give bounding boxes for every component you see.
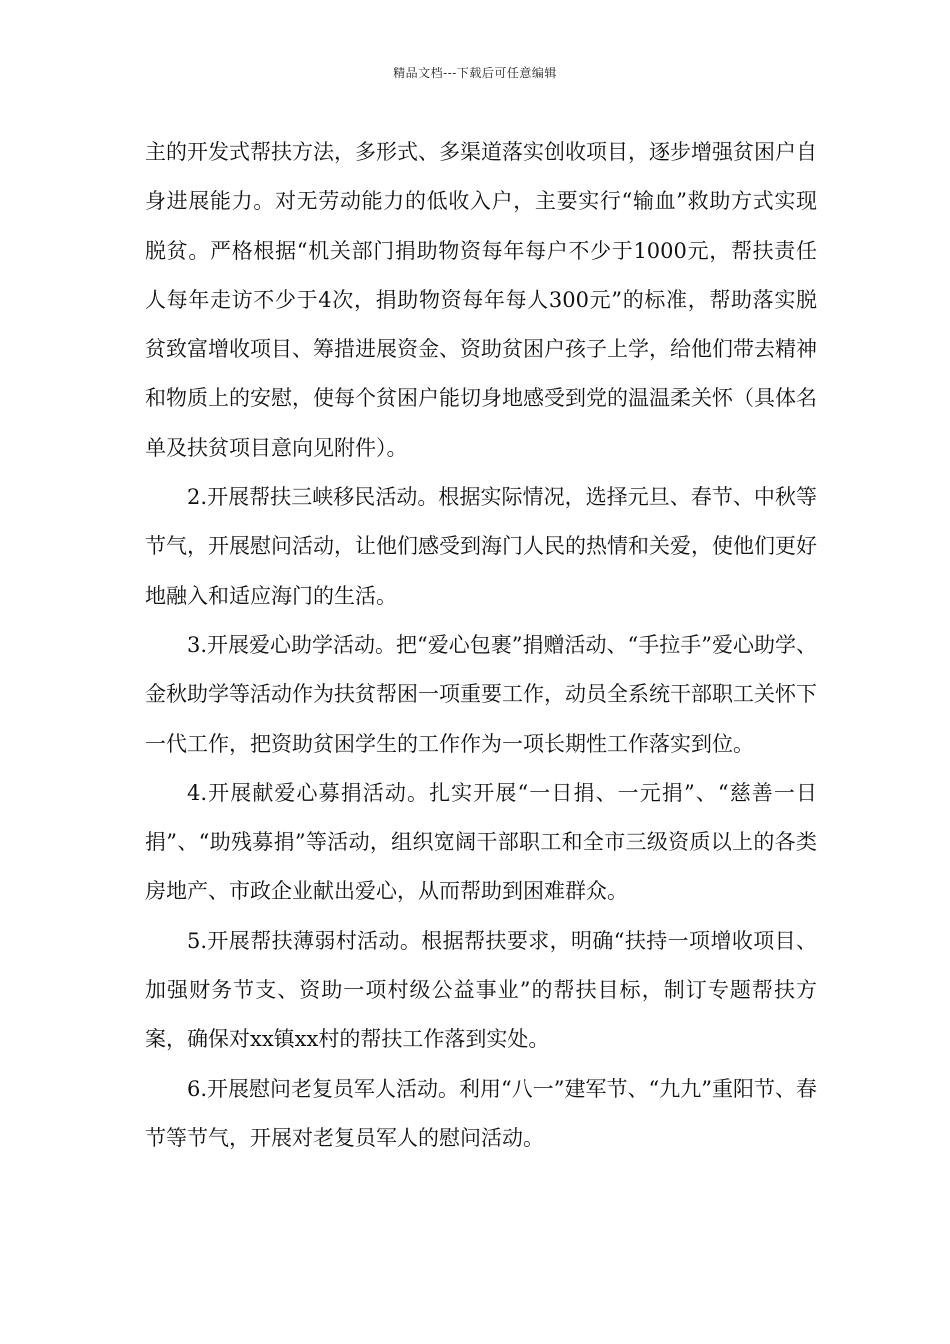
document-body (145, 128, 817, 1163)
paragraph-item-6: 6.开展慰问老复员军人活动。利用“八一”建军节、“九九”重阳节、春节等节气，开展对老复员军人的慰问活动。 (145, 1076, 817, 1150)
paragraph-item-3: 3.开展爱心助学活动。把“爱心包裹”捐赠活动、“手拉手”爱心助学、金秋助学等活动作为扶贫帮困一项重要工作，动员全系统干部职工关怀下一代工作，把资助贫困学生的工作作为一项长期性工作落实到位。 (145, 632, 817, 756)
paragraph-item-5: 5.开展帮扶薄弱村活动。根据帮扶要求，明确“扶持一项增收项目、加强财务节支、资助一项村级公益事业”的帮扶目标，制订专题帮扶方案，确保对xx镇xx村的帮扶工作落到实处。 (145, 928, 817, 1052)
paragraph-item-4: 4.开展献爱心募捐活动。扎实开展“一日捐、一元捐”、“慈善一日捐”、“助残募捐”等活动，组织宽阔干部职工和全市三级资质以上的各类房地产、市政企业献出爱心，从而帮助到困难群众。 (145, 780, 817, 904)
paragraph-item-2: 2.开展帮扶三峡移民活动。根据实际情况，选择元旦、春节、中秋等节气，开展慰问活动，让他们感受到海门人民的热情和关爱，使他们更好地融入和适应海门的生活。 (145, 485, 817, 608)
page-header: 精品文档---下载后可任意编辑 (393, 66, 557, 80)
paragraph-continued: 主的开发式帮扶方法，多形式、多渠道落实创收项目，逐步增强贫困户自身进展能力。对无劳动能力的低收入户，主要实行“输血”救助方式实现脱贫。严格根据“机关部门捐助物资每年每户不少于1000元，帮扶责任人每年走访不少于4次，捐助物资每年每人300元”的标准，帮助落实脱贫致富增收项目、筹措进展资金、资助贫困户孩子上学，给他们带去精神和物质上的安慰，使每个贫困户能切身地感受到党的温温柔关怀（具体名单及扶贫项目意向见附件）。 (145, 140, 817, 460)
